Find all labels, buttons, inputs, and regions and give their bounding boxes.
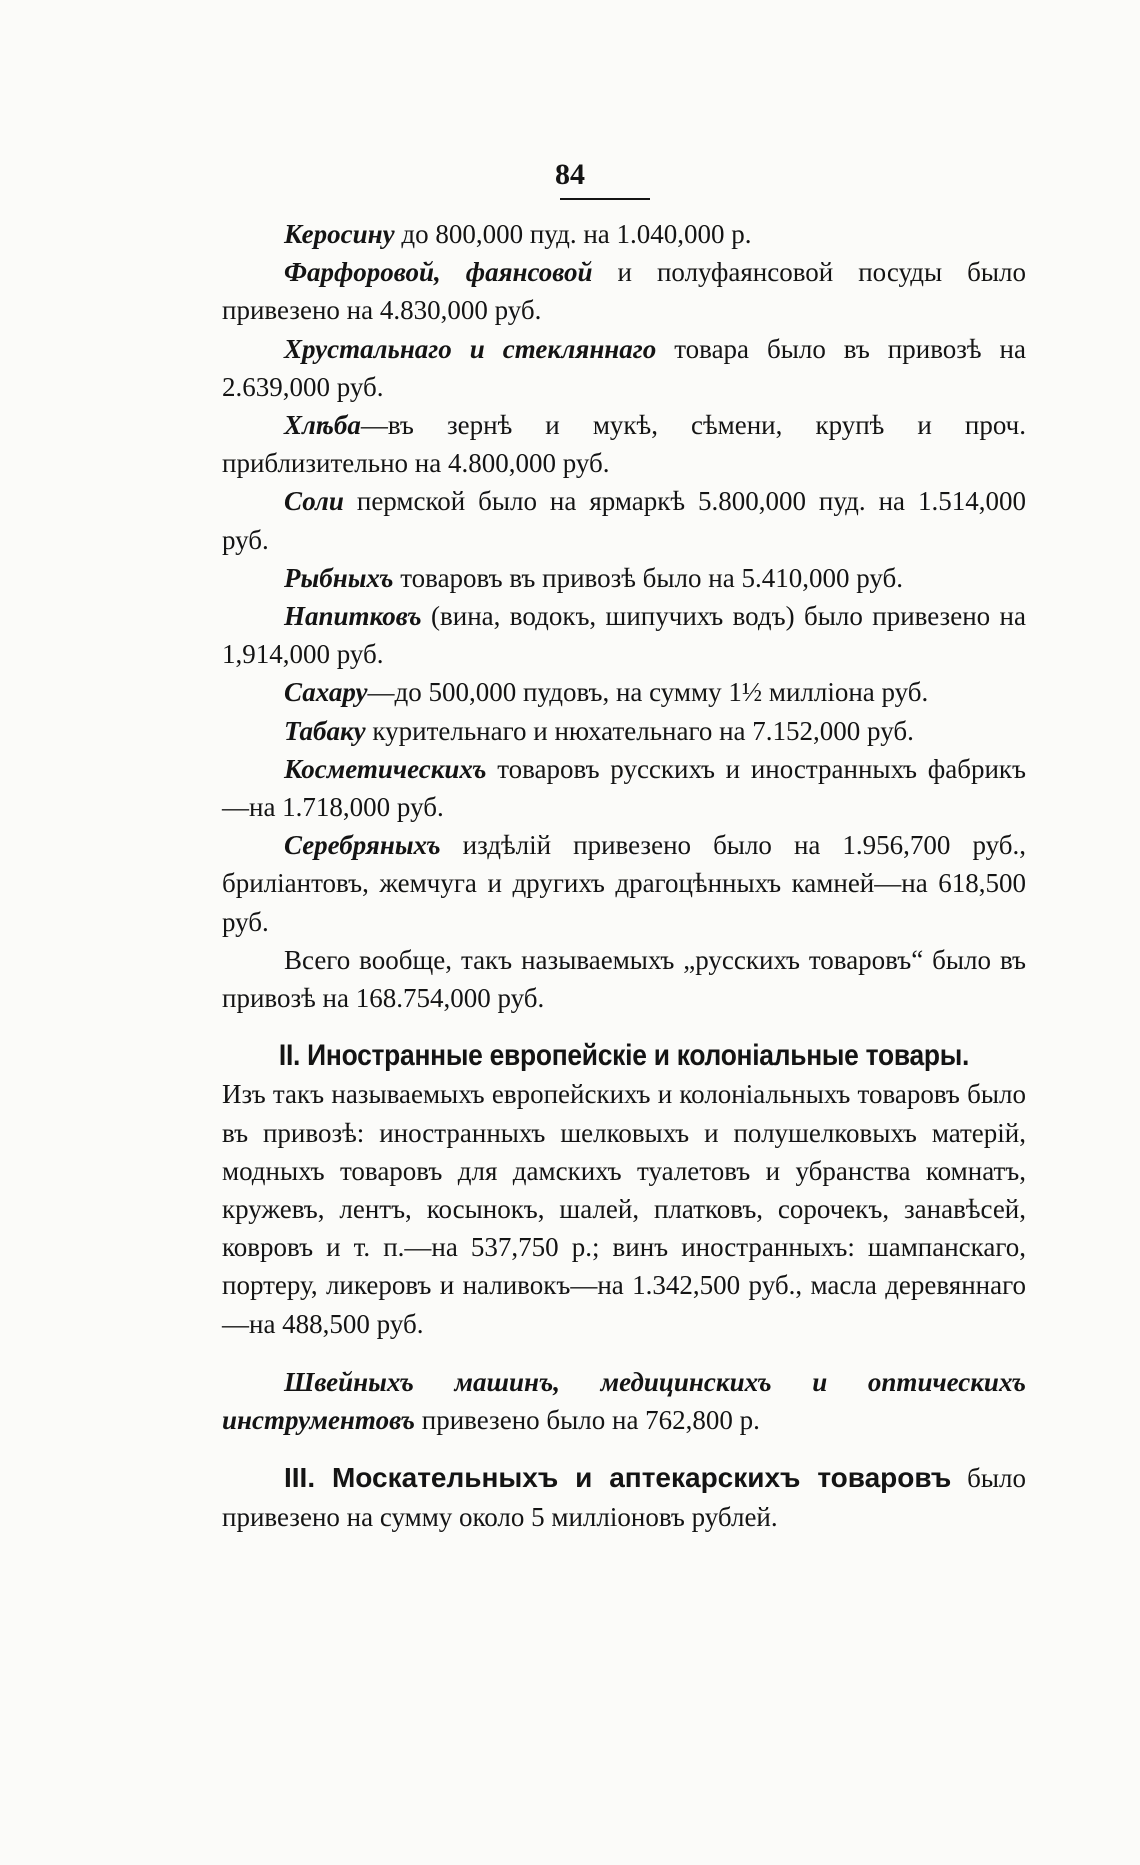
item-text: —до 500,000 пудовъ, на сумму 1½ милліона руб. — [367, 677, 929, 708]
section-heading-3: III. Москательныхъ и аптекарскихъ товаровъ — [284, 1462, 952, 1494]
item-lead: Напитковъ — [284, 601, 422, 632]
item-lead: Фарфоровой, фаянсовой — [284, 257, 593, 288]
page-body — [222, 215, 1026, 1536]
paragraph — [222, 330, 1026, 406]
paragraph — [222, 253, 1026, 329]
section-3-paragraph — [222, 1459, 1026, 1535]
paragraph — [222, 559, 1026, 597]
item-text: товаровъ въ привозѣ было на 5.410,000 руб. — [393, 562, 903, 593]
paragraph — [222, 712, 1026, 750]
paragraph — [222, 673, 1026, 711]
paragraph — [222, 750, 1026, 826]
item-text: курительнаго и нюхательнаго на 7.152,000 руб. — [365, 715, 914, 746]
item-lead: Табаку — [284, 715, 366, 746]
total-paragraph — [222, 941, 1026, 1017]
item-lead: Керосину — [284, 219, 395, 249]
item-lead: Рыбныхъ — [284, 562, 394, 593]
section-3-text: было привезено на сумму около 5 милліоновъ рублей. — [222, 1463, 1026, 1532]
machines-text: привезено было на 762,800 р. — [415, 1405, 760, 1436]
item-lead: Хлѣба — [284, 410, 361, 441]
item-text: —въ зернѣ и мукѣ, сѣмени, крупѣ и проч. приблизительно на 4.800,000 руб. — [222, 410, 1026, 479]
machines-paragraph — [222, 1363, 1026, 1439]
item-lead: Хрустальнаго и стекляннаго — [284, 333, 657, 364]
item-text: пермской было на ярмаркѣ 5.800,000 пуд. на 1.514,000 руб. — [222, 486, 1026, 555]
item-text: и полуфаянсовой посуды было привезено на 4.830,000 руб. — [222, 257, 1027, 326]
item-text: товаровъ русскихъ и иностранныхъ фабрикъ—на 1.718,000 руб. — [222, 753, 1026, 823]
section-2-paragraph: Изъ такъ называемыхъ европейскихъ и колоніальныхъ товаровъ было въ привозѣ: иностранныхъ шелковыхъ и полушелковыхъ матерій, модныхъ товаровъ для дамскихъ туалетовъ и убранства комнатъ, кружевъ, лентъ, косынокъ, шалей, платковъ, сорочекъ, занавѣсей, ковровъ и т. п.—на 537,750 р.; винъ иностранныхъ: шампанскаго, портеру, ликеровъ и наливокъ—на 1.342,500 руб., масла деревяннаго—на 488,500 руб. — [222, 1079, 1026, 1339]
paragraph — [222, 826, 1026, 941]
section-heading-2: II. Иностранные европейскіе и колоніальные товары. — [278, 1039, 970, 1073]
total-text: Всего вообще, такъ называемыхъ „русскихъ товаровъ“ было въ привозѣ на 168.754,000 руб. — [222, 944, 1026, 1014]
page-number-rule — [560, 198, 650, 200]
item-text: (вина, водокъ, шипучихъ водъ) было привезено на 1,914,000 руб. — [222, 601, 1026, 670]
item-text: до 800,000 пуд. на 1.040,000 р. — [394, 219, 752, 249]
item-lead: Косметическихъ — [284, 753, 487, 784]
page-number: 84 — [555, 158, 585, 191]
item-text: товара было въ привозѣ на 2.639,000 руб. — [222, 333, 1026, 402]
item-lead: Серебряныхъ — [284, 830, 441, 861]
item-lead: Сахару — [284, 677, 368, 708]
paragraph — [222, 482, 1026, 558]
paragraph — [222, 597, 1026, 673]
machines-lead: Швейныхъ машинъ, медицинскихъ и оптическихъ инструментовъ — [222, 1366, 1026, 1436]
item-text: издѣлій привезено было на 1.956,700 руб., бриліантовъ, жемчуга и другихъ драгоцѣнныхъ камней—на 618,500 руб. — [222, 830, 1026, 937]
paragraph — [222, 406, 1026, 482]
paragraph — [222, 215, 1026, 253]
item-lead: Соли — [284, 486, 344, 517]
